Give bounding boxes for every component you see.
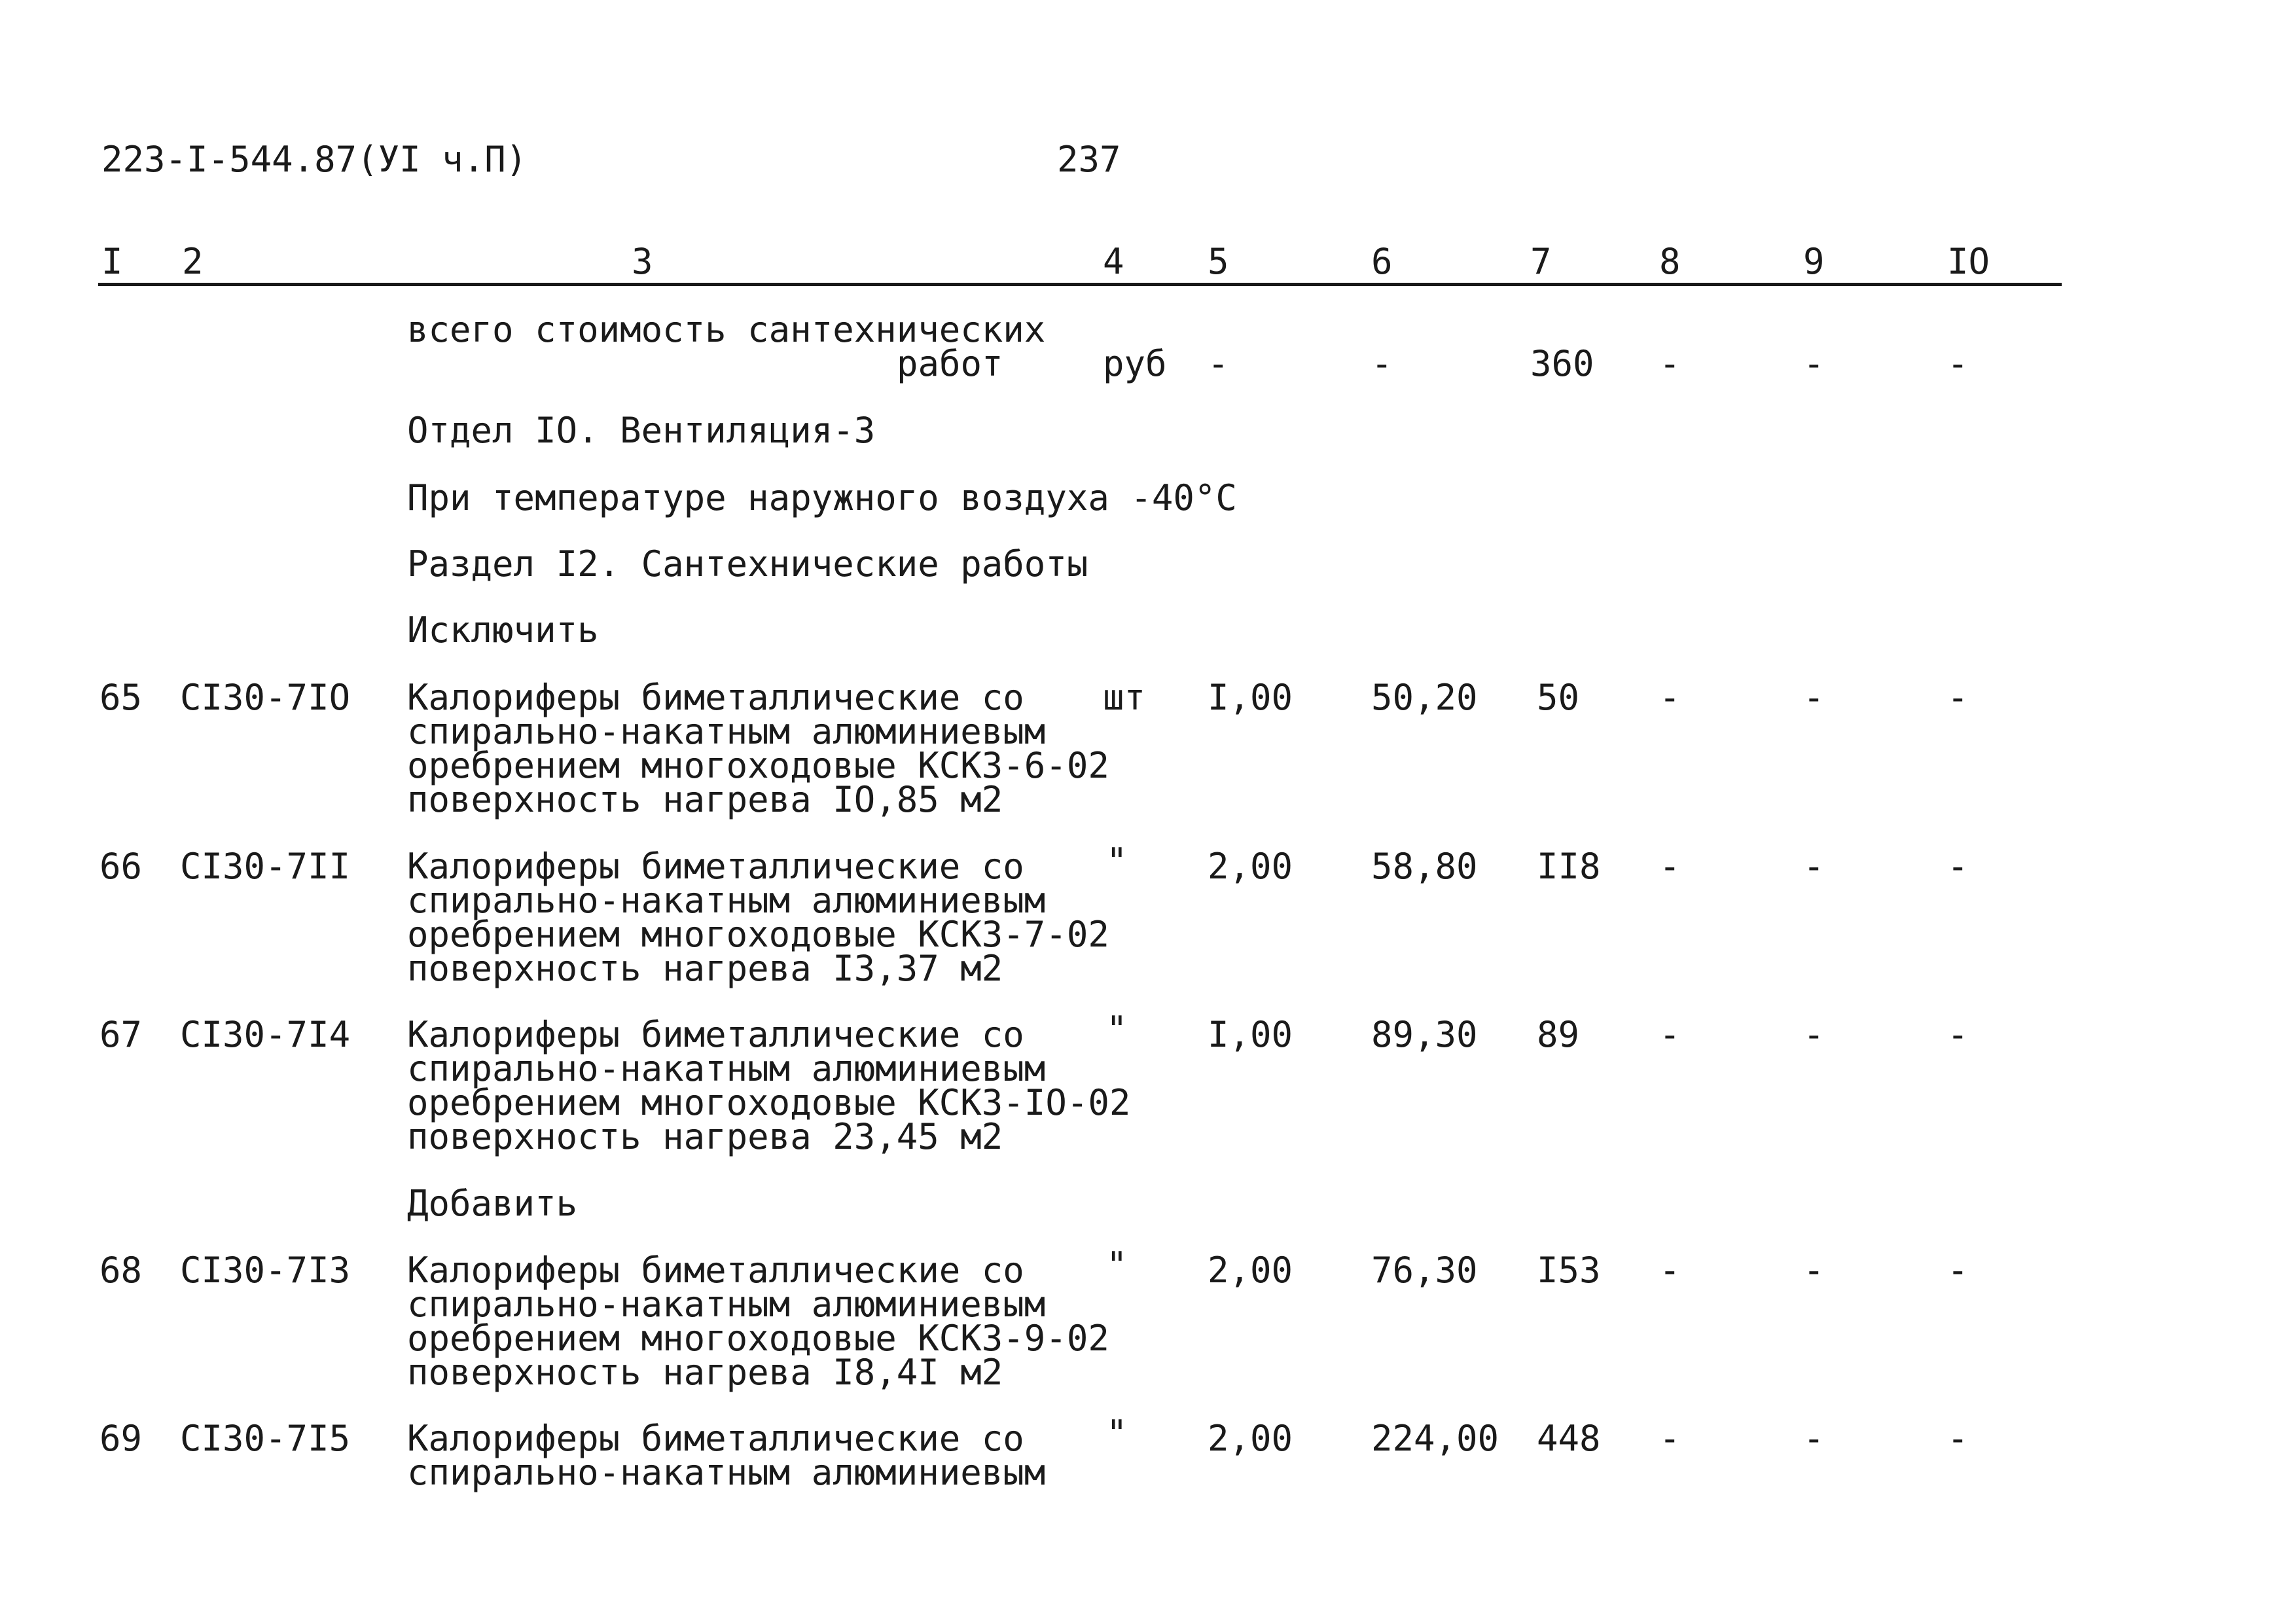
row-unit: "	[1106, 840, 1128, 882]
row-description: Калориферы биметаллические со спирально-накатным алюминиевым оребрением многоходовые КСКЗ-6-02 поверхность нагрева IO,85 м2	[407, 677, 1109, 820]
department-heading: Отдел IO. Вентиляция-3	[407, 410, 876, 451]
col-header-10: IO	[1947, 241, 1990, 282]
col-header-9: 9	[1803, 241, 1825, 282]
row-total: I53	[1537, 1250, 1601, 1291]
row-col9: -	[1803, 846, 1825, 887]
total-col10: -	[1947, 343, 1969, 384]
row-col8: -	[1659, 846, 1681, 887]
row-col9: -	[1803, 1014, 1825, 1055]
row-number: 68	[99, 1250, 143, 1291]
total-col7: 360	[1530, 343, 1594, 384]
add-heading: Добавить	[407, 1183, 578, 1224]
row-description: Калориферы биметаллические со спирально-накатным алюминиевым оребрением многоходовые КСКЗ-IO-02 поверхность нагрева 23,45 м2	[407, 1014, 1131, 1157]
row-col10: -	[1947, 1014, 1969, 1055]
row-code: СI30-7IO	[180, 677, 351, 718]
col-header-1: I	[101, 241, 123, 282]
row-number: 66	[99, 846, 143, 887]
row-unit: "	[1106, 1413, 1128, 1454]
row-code: СI30-7I4	[180, 1014, 351, 1055]
col-header-8: 8	[1659, 241, 1681, 282]
row-description: Калориферы биметаллические со спирально-накатным алюминиевым оребрением многоходовые КСКЗ-9-02 поверхность нагрева I8,4I м2	[407, 1250, 1109, 1393]
row-number: 67	[99, 1014, 143, 1055]
row-price: 58,80	[1371, 846, 1478, 887]
row-number: 65	[99, 677, 143, 718]
row-quantity: 2,00	[1208, 846, 1293, 887]
row-col10: -	[1947, 1250, 1969, 1291]
row-col10: -	[1947, 1418, 1969, 1459]
col-header-6: 6	[1371, 241, 1393, 282]
total-label-line1: всего стоимость сантехнических	[407, 309, 1046, 350]
header-rule	[98, 283, 2062, 286]
section-heading: Раздел I2. Сантехнические работы	[407, 543, 1088, 585]
row-col9: -	[1803, 677, 1825, 718]
row-code: СI30-7II	[180, 846, 351, 887]
row-unit: "	[1106, 1009, 1128, 1050]
document-code: 223-I-544.87(УI ч.П)	[101, 139, 528, 180]
row-code: СI30-7I5	[180, 1418, 351, 1459]
col-header-4: 4	[1103, 241, 1124, 282]
row-total: 89	[1537, 1014, 1580, 1055]
col-header-5: 5	[1208, 241, 1229, 282]
page-number: 237	[1057, 139, 1121, 180]
row-total: 50	[1537, 677, 1580, 718]
row-description: Калориферы биметаллические со спирально-накатным алюминиевым	[407, 1418, 1046, 1493]
row-col8: -	[1659, 1250, 1681, 1291]
row-quantity: 2,00	[1208, 1250, 1293, 1291]
total-col5: -	[1208, 343, 1229, 384]
row-code: СI30-7I3	[180, 1250, 351, 1291]
row-price: 50,20	[1371, 677, 1478, 718]
row-col10: -	[1947, 846, 1969, 887]
row-quantity: 2,00	[1208, 1418, 1293, 1459]
row-price: 224,00	[1371, 1418, 1499, 1459]
col-header-3: 3	[632, 241, 653, 282]
total-unit: руб	[1103, 343, 1167, 384]
row-quantity: I,00	[1208, 677, 1293, 718]
total-col6: -	[1371, 343, 1393, 384]
row-quantity: I,00	[1208, 1014, 1293, 1055]
row-total: 448	[1537, 1418, 1601, 1459]
row-number: 69	[99, 1418, 143, 1459]
row-col8: -	[1659, 1014, 1681, 1055]
row-description: Калориферы биметаллические со спирально-накатным алюминиевым оребрением многоходовые КСКЗ-7-02 поверхность нагрева I3,37 м2	[407, 846, 1109, 989]
row-total: II8	[1537, 846, 1601, 887]
row-col9: -	[1803, 1418, 1825, 1459]
total-label-line2: работ	[897, 343, 1003, 384]
col-header-7: 7	[1530, 241, 1552, 282]
temperature-heading: При температуре наружного воздуха -40°С	[407, 477, 1237, 518]
row-unit: шт	[1103, 677, 1146, 718]
row-col9: -	[1803, 1250, 1825, 1291]
row-price: 89,30	[1371, 1014, 1478, 1055]
col-header-2: 2	[182, 241, 204, 282]
row-col10: -	[1947, 677, 1969, 718]
row-unit: "	[1106, 1244, 1128, 1286]
row-col8: -	[1659, 677, 1681, 718]
exclude-heading: Исключить	[407, 609, 599, 651]
total-col9: -	[1803, 343, 1825, 384]
row-price: 76,30	[1371, 1250, 1478, 1291]
row-col8: -	[1659, 1418, 1681, 1459]
total-col8: -	[1659, 343, 1681, 384]
